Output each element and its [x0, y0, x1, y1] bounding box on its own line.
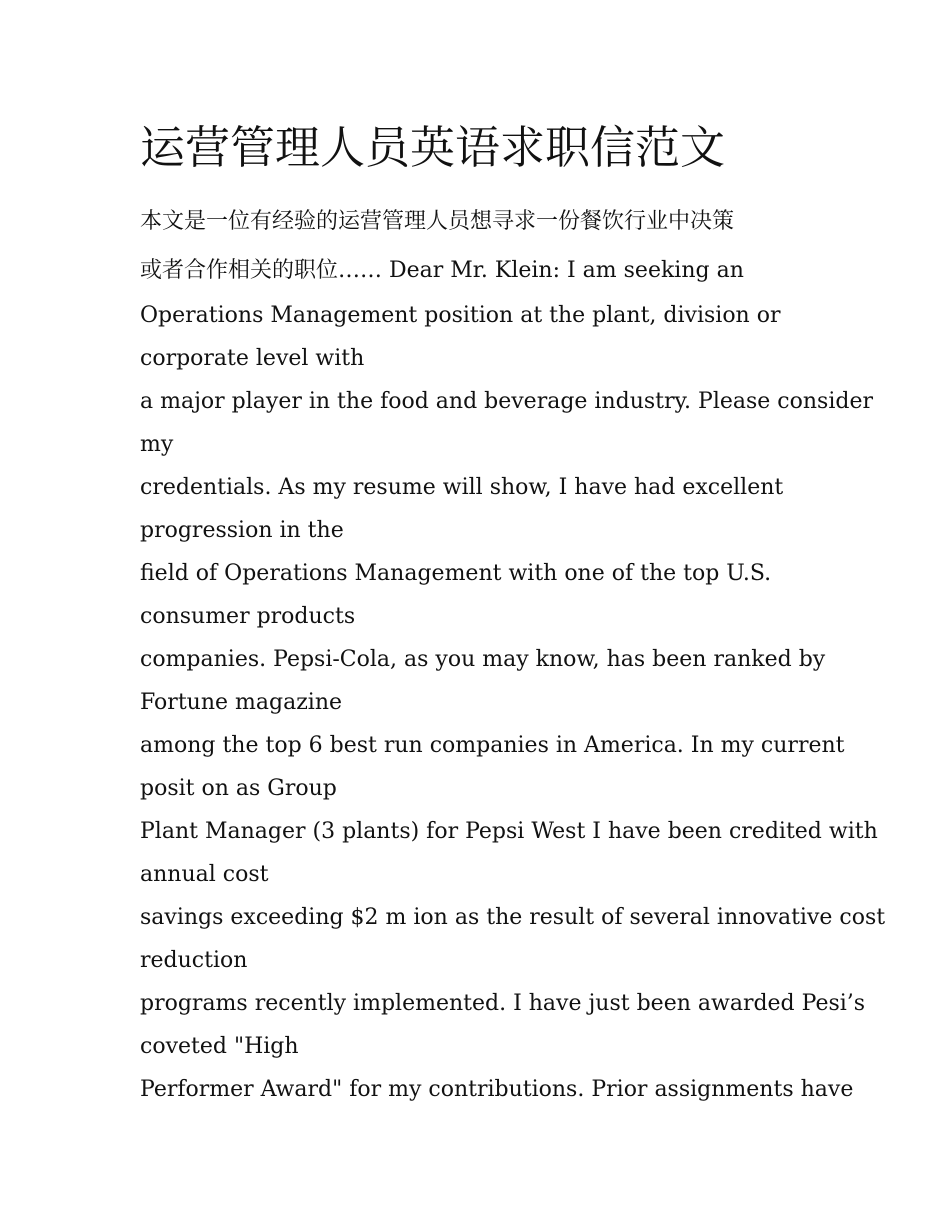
body-line: coveted "High: [140, 1034, 299, 1059]
body-line: credentials. As my resume will show, I have had excellent: [140, 475, 784, 500]
body-line: Plant Manager (3 plants) for Pepsi West I have been credited with: [140, 819, 878, 844]
body-line: Operations Management position at the plant, division or: [140, 303, 781, 328]
body-line: programs recently implemented. I have just been awarded Pesi’s: [140, 991, 866, 1016]
body-line: field of Operations Management with one of the top U.S.: [140, 561, 772, 586]
document-body: [140, 200, 886, 1111]
body-line: companies. Pepsi-Cola, as you may know, has been ranked by: [140, 647, 826, 672]
body-line: among the top 6 best run companies in America. In my current: [140, 733, 845, 758]
body-line: progression in the: [140, 518, 344, 543]
body-line: consumer products: [140, 604, 356, 629]
body-line: corporate level with: [140, 346, 365, 371]
document-title: 运营管理人员英语求职信范文: [140, 121, 726, 174]
body-line: Performer Award" for my contributions. Prior assignments have: [140, 1077, 854, 1102]
body-line: annual cost: [140, 862, 269, 887]
body-line: a major player in the food and beverage industry. Please consider: [140, 389, 873, 414]
body-line: 或者合作相关的职位…… Dear Mr. Klein: I am seeking an: [140, 258, 744, 283]
body-line: my: [140, 432, 174, 457]
body-line: reduction: [140, 948, 248, 973]
body-line: 本文是一位有经验的运营管理人员想寻求一份餐饮行业中决策: [140, 209, 735, 234]
body-line: Fortune magazine: [140, 690, 343, 715]
body-line: posit on as Group: [140, 776, 337, 801]
body-line: savings exceeding $2 m ion as the result of several innovative cost: [140, 905, 886, 930]
